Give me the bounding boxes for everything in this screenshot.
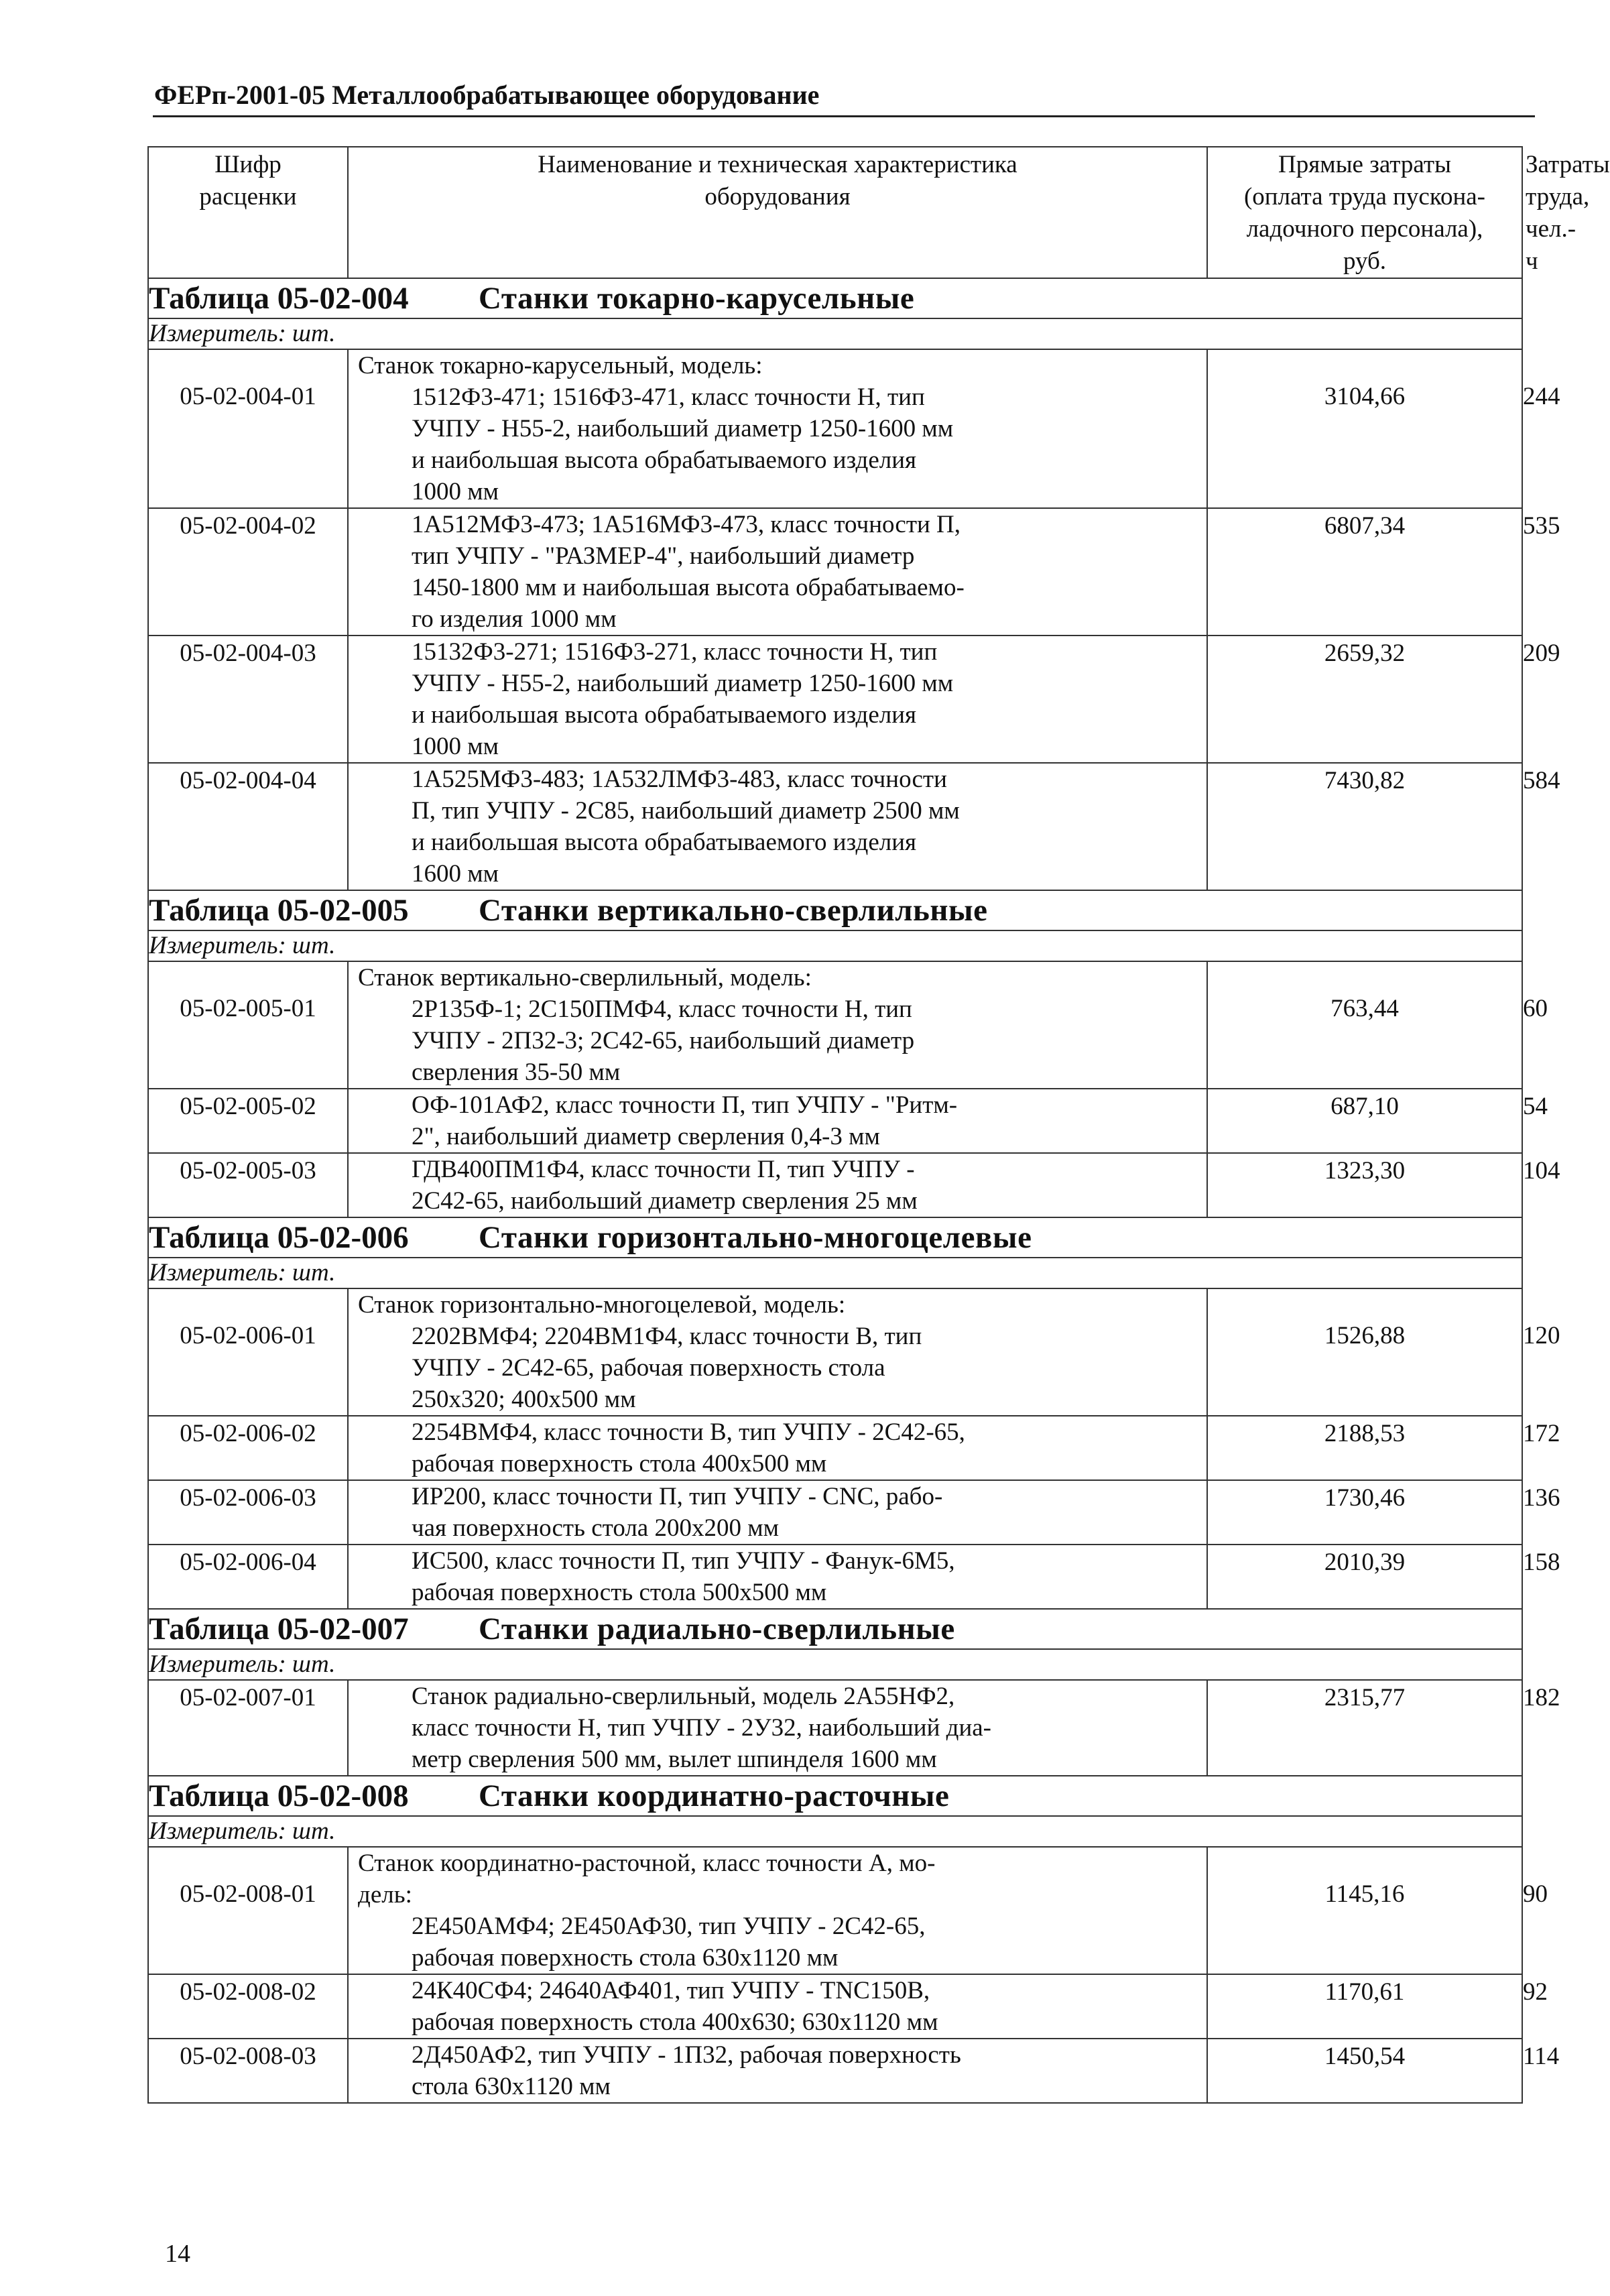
description-line: рабочая поверхность стола 630х1120 мм [412, 1944, 839, 1972]
description-line: ОФ-101АФ2, класс точности П, тип УЧПУ - "Ритм- [412, 1091, 958, 1119]
table-row: 05-02-005-03 ГДВ400ПМ1Ф4, класс точности П, тип УЧПУ - 2С42-65, наибольший диаметр сверления 25 мм 1323,30 104 [148, 1153, 1522, 1217]
table-row: 05-02-004-02 1А512МФ3-473; 1А516МФ3-473, класс точности П, тип УЧПУ - "РАЗМЕР-4", наибольший диаметр 1450-1800 мм и наибольшая высота обрабатываемо- го изделия 1000 мм 6807,34 535 [148, 508, 1522, 636]
direct-cost-value: 7430,82 [1207, 763, 1522, 890]
description-line: го изделия 1000 мм [412, 605, 617, 633]
table-name: Станки радиально-сверлильные [479, 1612, 955, 1646]
direct-cost-value: 3104,66 [1207, 349, 1522, 508]
description-line: тип УЧПУ - "РАЗМЕР-4", наибольший диаметр [412, 542, 915, 570]
table-number: Таблица 05-02-008 [149, 1778, 409, 1813]
direct-cost-value: 1170,61 [1207, 1974, 1522, 2039]
equipment-description [348, 1545, 1207, 1609]
description-line: УЧПУ - 2С42-65, рабочая поверхность стола [412, 1354, 885, 1382]
col-header-code: Шифр расценки [148, 147, 348, 278]
rate-code: 05-02-006-02 [148, 1416, 348, 1480]
description-line: 250х320; 400х500 мм [412, 1386, 636, 1413]
direct-cost-value: 6807,34 [1207, 508, 1522, 636]
measure-unit: Измеритель: шт. [148, 1649, 1522, 1680]
table-name: Станки горизонтально-многоцелевые [479, 1220, 1032, 1255]
description-line: стола 630х1120 мм [412, 2073, 611, 2100]
table-row: 05-02-008-01 Станок координатно-расточной, класс точности А, мо- дель: 2Е450АМФ4; 2Е450АФ30, тип УЧПУ - 2С42-65, рабочая поверхность стола 630х1120 мм 1145,16 90 [148, 1847, 1522, 1974]
direct-cost-value: 2010,39 [1207, 1545, 1522, 1609]
table-row: 05-02-008-02 24К40СФ4; 24640АФ401, тип УЧПУ - TNC150B, рабочая поверхность стола 400х630; 630х1120 мм 1170,61 92 [148, 1974, 1522, 2039]
direct-cost-value: 763,44 [1207, 961, 1522, 1089]
measure-unit: Измеритель: шт. [148, 1258, 1522, 1288]
description-line: 2", наибольший диаметр сверления 0,4-3 мм [412, 1123, 880, 1150]
description-line: ИС500, класс точности П, тип УЧПУ - Фанук-6М5, [412, 1547, 955, 1575]
description-line: дель: [358, 1881, 412, 1909]
measure-unit-row [148, 930, 1522, 961]
description-line: ИР200, класс точности П, тип УЧПУ - CNC, рабо- [412, 1483, 943, 1510]
description-line: Станок токарно-карусельный, модель: [358, 352, 763, 379]
description-line: 2Р135Ф-1; 2С150ПМФ4, класс точности Н, тип [412, 995, 912, 1023]
description-line: и наибольшая высота обрабатываемого изделия [412, 829, 917, 856]
description-line: 1000 мм [412, 733, 499, 760]
rate-code: 05-02-008-02 [148, 1974, 348, 2039]
table-row: 05-02-008-03 2Д450АФ2, тип УЧПУ - 1П32, рабочая поверхность стола 630х1120 мм 1450,54 114 [148, 2039, 1522, 2103]
description-line: рабочая поверхность стола 400х500 мм [412, 1450, 827, 1477]
equipment-description [348, 349, 1207, 508]
description-line: УЧПУ - 2П32-3; 2С42-65, наибольший диаметр [412, 1027, 915, 1054]
description-line: УЧПУ - Н55-2, наибольший диаметр 1250-1600 мм [412, 670, 954, 697]
table-row: 05-02-004-01 Станок токарно-карусельный, модель: 1512Ф3-471; 1516Ф3-471, класс точности Н, тип УЧПУ - Н55-2, наибольший диаметр 1250-1600 мм и наибольшая высота обрабатываемого изделия 1000 мм 3104,66 244 [148, 349, 1522, 508]
description-line: Станок вертикально-сверлильный, модель: [358, 964, 812, 991]
table-number: Таблица 05-02-005 [149, 893, 409, 928]
description-line: ГДВ400ПМ1Ф4, класс точности П, тип УЧПУ - [412, 1156, 915, 1183]
description-line: 2Е450АМФ4; 2Е450АФ30, тип УЧПУ - 2С42-65, [412, 1913, 926, 1940]
description-line: 1512Ф3-471; 1516Ф3-471, класс точности Н, тип [412, 383, 925, 411]
rate-code: 05-02-007-01 [148, 1680, 348, 1776]
direct-cost-value: 1526,88 [1207, 1288, 1522, 1416]
direct-cost-value: 2659,32 [1207, 636, 1522, 763]
rate-code: 05-02-004-03 [148, 636, 348, 763]
equipment-description [348, 763, 1207, 890]
description-line: УЧПУ - Н55-2, наибольший диаметр 1250-1600 мм [412, 415, 954, 442]
table-number: Таблица 05-02-004 [149, 281, 409, 316]
table-row: 05-02-006-02 2254ВМФ4, класс точности В, тип УЧПУ - 2С42-65, рабочая поверхность стола 400х500 мм 2188,53 172 [148, 1416, 1522, 1480]
description-line: и наибольшая высота обрабатываемого изделия [412, 446, 917, 474]
measure-unit-row [148, 1258, 1522, 1288]
description-line: Станок координатно-расточной, класс точности А, мо- [358, 1850, 936, 1877]
table-row: 05-02-004-03 15132Ф3-271; 1516Ф3-271, класс точности Н, тип УЧПУ - Н55-2, наибольший диаметр 1250-1600 мм и наибольшая высота обрабатываемого изделия 1000 мм 2659,32 209 [148, 636, 1522, 763]
measure-unit: Измеритель: шт. [148, 318, 1522, 349]
rate-code: 05-02-006-04 [148, 1545, 348, 1609]
rate-code: 05-02-004-01 [148, 349, 348, 508]
table-row: 05-02-006-01 Станок горизонтально-многоцелевой, модель: 2202ВМФ4; 2204ВМ1Ф4, класс точности В, тип УЧПУ - 2С42-65, рабочая поверхность стола 250х320; 400х500 мм 1526,88 120 [148, 1288, 1522, 1416]
table-section-title [148, 1217, 1522, 1258]
equipment-description [348, 1288, 1207, 1416]
table-row: 05-02-007-01 Станок радиально-сверлильный, модель 2А55НФ2, класс точности Н, тип УЧПУ - 2У32, наибольший диа- метр сверления 500 мм, вылет шпинделя 1600 мм 2315,77 182 [148, 1680, 1522, 1776]
rate-code: 05-02-008-01 [148, 1847, 348, 1974]
description-line: метр сверления 500 мм, вылет шпинделя 1600 мм [412, 1746, 937, 1773]
measure-unit-row [148, 1816, 1522, 1847]
direct-cost-value: 687,10 [1207, 1089, 1522, 1153]
table-row: 05-02-005-01 Станок вертикально-сверлильный, модель: 2Р135Ф-1; 2С150ПМФ4, класс точности Н, тип УЧПУ - 2П32-3; 2С42-65, наибольший диаметр сверления 35-50 мм 763,44 60 [148, 961, 1522, 1089]
description-line: 1А512МФ3-473; 1А516МФ3-473, класс точности П, [412, 511, 961, 538]
table-row: 05-02-006-04 ИС500, класс точности П, тип УЧПУ - Фанук-6М5, рабочая поверхность стола 500х500 мм 2010,39 158 [148, 1545, 1522, 1609]
table-number: Таблица 05-02-006 [149, 1220, 409, 1255]
table-row: 05-02-006-03 ИР200, класс точности П, тип УЧПУ - CNC, рабо- чая поверхность стола 200х200 мм 1730,46 136 [148, 1480, 1522, 1545]
description-line: рабочая поверхность стола 400х630; 630х1120 мм [412, 2008, 938, 2036]
rate-code: 05-02-006-03 [148, 1480, 348, 1545]
header-rule [153, 115, 1535, 117]
measure-unit-row [148, 318, 1522, 349]
direct-cost-value: 1730,46 [1207, 1480, 1522, 1545]
table-name: Станки токарно-карусельные [479, 281, 915, 316]
description-line: 24К40СФ4; 24640АФ401, тип УЧПУ - TNC150B, [412, 1977, 930, 2004]
equipment-description [348, 1480, 1207, 1545]
col-header-direct-cost: Прямые затраты (оплата труда пускона- ладочного персонала), руб. [1207, 147, 1522, 278]
direct-cost-value: 1145,16 [1207, 1847, 1522, 1974]
measure-unit: Измеритель: шт. [148, 1816, 1522, 1847]
table-section-title [148, 1776, 1522, 1816]
description-line: 1000 мм [412, 478, 499, 505]
table-name: Станки координатно-расточные [479, 1778, 950, 1813]
description-line: и наибольшая высота обрабатываемого изделия [412, 701, 917, 729]
description-line: 1450-1800 мм и наибольшая высота обрабатываемо- [412, 574, 965, 601]
equipment-description [348, 508, 1207, 636]
measure-unit: Измеритель: шт. [148, 930, 1522, 961]
direct-cost-value: 2188,53 [1207, 1416, 1522, 1480]
table-section-title [148, 890, 1522, 930]
price-table [147, 146, 1610, 2104]
table-name: Станки вертикально-сверлильные [479, 893, 988, 928]
equipment-description [348, 636, 1207, 763]
column-header-row: Шифр расценки Наименование и техническая характеристика оборудования Прямые затраты (оплата труда пускона- ладочного персонала), руб. Затраты труда, чел.-ч [148, 147, 1522, 278]
rate-code: 05-02-008-03 [148, 2039, 348, 2103]
rate-code: 05-02-005-01 [148, 961, 348, 1089]
equipment-description [348, 1153, 1207, 1217]
description-line: 15132Ф3-271; 1516Ф3-271, класс точности Н, тип [412, 638, 938, 666]
description-line: 2Д450АФ2, тип УЧПУ - 1П32, рабочая поверхность [412, 2041, 961, 2069]
equipment-description [348, 1974, 1207, 2039]
table-number: Таблица 05-02-007 [149, 1612, 409, 1646]
rate-code: 05-02-005-03 [148, 1153, 348, 1217]
equipment-description [348, 1416, 1207, 1480]
rate-code: 05-02-006-01 [148, 1288, 348, 1416]
description-line: сверления 35-50 мм [412, 1059, 621, 1086]
description-line: 2С42-65, наибольший диаметр сверления 25 мм [412, 1187, 918, 1215]
equipment-description [348, 961, 1207, 1089]
description-line: Станок радиально-сверлильный, модель 2А55НФ2, [412, 1683, 955, 1710]
direct-cost-value: 1450,54 [1207, 2039, 1522, 2103]
description-line: рабочая поверхность стола 500х500 мм [412, 1579, 827, 1606]
page-number: 14 [165, 2240, 190, 2268]
measure-unit-row [148, 1649, 1522, 1680]
direct-cost-value: 1323,30 [1207, 1153, 1522, 1217]
description-line: чая поверхность стола 200х200 мм [412, 1514, 780, 1542]
description-line: 1А525МФ3-483; 1А532ЛМФ3-483, класс точности [412, 766, 947, 793]
equipment-description [348, 1847, 1207, 1974]
description-line: класс точности Н, тип УЧПУ - 2У32, наибольший диа- [412, 1714, 991, 1742]
table-row: 05-02-005-02 ОФ-101АФ2, класс точности П, тип УЧПУ - "Ритм- 2", наибольший диаметр сверления 0,4-3 мм 687,10 54 [148, 1089, 1522, 1153]
running-header: ФЕРп-2001-05 Металлообрабатывающее оборудование [154, 80, 820, 110]
table-row: 05-02-004-04 1А525МФ3-483; 1А532ЛМФ3-483, класс точности П, тип УЧПУ - 2С85, наибольший диаметр 2500 мм и наибольшая высота обрабатываемого изделия 1600 мм 7430,82 584 [148, 763, 1522, 890]
table-body [148, 278, 1560, 2103]
description-line: П, тип УЧПУ - 2С85, наибольший диаметр 2500 мм [412, 797, 960, 825]
equipment-description [348, 2039, 1207, 2103]
description-line: 2202ВМФ4; 2204ВМ1Ф4, класс точности В, тип [412, 1323, 922, 1350]
table-section-title [148, 1609, 1522, 1649]
rate-code: 05-02-004-02 [148, 508, 348, 636]
direct-cost-value: 2315,77 [1207, 1680, 1522, 1776]
rate-code: 05-02-005-02 [148, 1089, 348, 1153]
equipment-description [348, 1089, 1207, 1153]
table-section-title [148, 278, 1522, 318]
description-line: 2254ВМФ4, класс точности В, тип УЧПУ - 2С42-65, [412, 1418, 965, 1446]
col-header-name: Наименование и техническая характеристика оборудования [348, 147, 1207, 278]
description-line: 1600 мм [412, 860, 499, 888]
description-line: Станок горизонтально-многоцелевой, модель: [358, 1291, 846, 1319]
equipment-description [348, 1680, 1207, 1776]
rate-code: 05-02-004-04 [148, 763, 348, 890]
